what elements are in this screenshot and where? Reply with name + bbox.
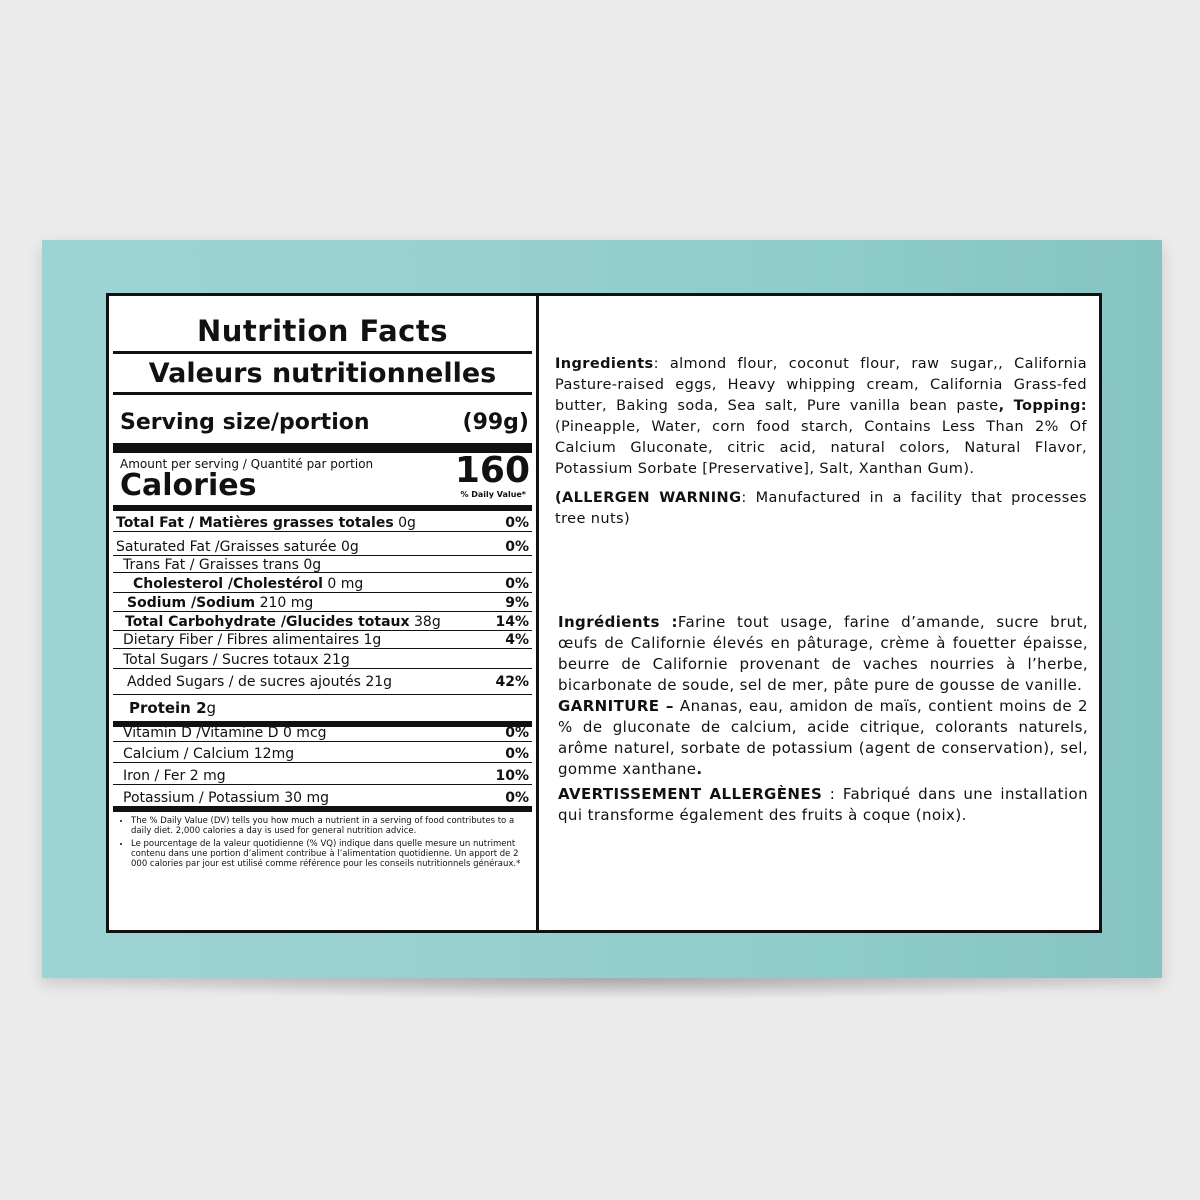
vitamin-row [113,784,532,806]
nutrient-amount: g [206,699,217,717]
vitamin-row [113,741,532,762]
footnote [113,806,532,869]
nutrient-amount: Dietary Fiber / Fibres alimentaires 1g [123,632,382,648]
nutrient-name: Sodium /Sodium [127,595,256,611]
nutrient-row [113,611,532,630]
nutrition-title-fr: Valeurs nutritionnelles [113,351,532,392]
topping-label: Topping: [1013,398,1087,414]
vitamin-pct: 0% [505,725,529,741]
daily-value-header: % Daily Value* [460,490,526,499]
nutrient-row [113,648,532,668]
nutrient-row [113,668,532,694]
nutrient-row [113,531,532,555]
garniture-text: Ananas, eau, amidon de maïs, contient moins de 2 % de gluconate de calcium, acide citrique, colorants naturels, arôme naturel, sorbate de potassium (agent de conservation), sel, gomme xanthane [558,697,1089,778]
nutrient-row [113,505,532,531]
allergen-fr-label: AVERTISSEMENT ALLERGÈNES [558,785,823,803]
amount-per-serving: Amount per serving / Quantité par portion [120,457,374,471]
allergen-warning-text: : Manufactured in a facility that processes tree nuts) [555,490,1087,527]
vitamin-amount: Calcium / Calcium 12mg [123,746,295,762]
nutrient-name: Total Carbohydrate /Glucides totaux [125,614,410,630]
nutrition-title: Nutrition Facts [197,314,448,348]
nutrient-row [113,592,532,611]
calories-label: Calories [120,468,257,503]
nutrient-name: Total Fat / Matières grasses totales [116,515,394,531]
footnote-en: • The % Daily Value (DV) tells you how much a nutrient in a serving of food contributes to a daily diet. 2,000 calories a day is used for general nutrition advice. [131,816,526,836]
nutrient-row [113,694,532,721]
nutrient-pct: 0% [505,539,529,555]
nutrition-facts-table [109,296,539,930]
serving-label: Serving size/portion [120,410,370,435]
calories-value: 160 [454,450,530,491]
nutrient-row [113,630,532,648]
ingredients-comma: , [998,398,1005,414]
allergen-warning-label: (ALLERGEN WARNING [555,490,742,506]
nutrient-pct: 4% [505,632,529,648]
label-panel [106,293,1102,933]
allergen-fr-text: : Fabriqué dans une installation qui transforme également des fruits à coque (noix). [558,785,1089,824]
nutrient-pct: 0% [505,515,529,531]
nutrient-pct: 0% [505,576,529,592]
vitamin-amount: Vitamin D /Vitamine D 0 mcg [123,725,327,741]
nutrient-row [113,572,532,592]
vitamin-pct: 0% [505,746,529,762]
ingredients-fr-text: Farine tout usage, farine d’amande, sucre brut, œufs de Californie élevés en pâturage, crème à fouetter épaisse, beurre de Californie provenant de vaches nourries à l’herbe, bicarbonate de soude, sel de mer, pâte pure de gousse de vanille. [558,613,1088,694]
nutrient-pct: 9% [505,595,529,611]
vitamin-pct: 10% [495,768,529,784]
vitamin-row [113,721,532,741]
nutrient-amount: 0g [393,515,416,531]
nutrient-name: Protein 2 [129,699,207,717]
ingredients-french [558,612,1088,826]
nutrient-row [113,555,532,572]
vitamin-pct: 0% [505,790,529,806]
nutrient-amount: Saturated Fat /Graisses saturée 0g [116,539,359,555]
topping-text: (Pineapple, Water, corn food starch, Contains Less Than 2% Of Calcium Gluconate, citric acid, natural colors, Natural Flavor, Potassium Sorbate [Preservative], Salt, Xanthan Gum). [555,419,1087,477]
vitamin-amount: Iron / Fer 2 mg [123,768,226,784]
vitamin-amount: Potassium / Potassium 30 mg [123,790,329,806]
garniture-label: GARNITURE – [558,697,674,715]
garniture-period: . [696,760,703,778]
footnote-fr: • Le pourcentage de la valeur quotidienne (% VQ) indique dans quelle mesure un nutriment contenu dans une portion d’aliment contribue à l’alimentation quotidienne. Un apport de 2 000 calories par jour est utilisé comme référence pour les conseils nutritionnels généraux.* [131,839,526,869]
ingredients-fr-label: Ingrédients : [558,613,678,631]
vitamin-row [113,762,532,784]
nutrient-amount: 210 mg [255,595,314,611]
serving-value: (99g) [462,410,529,435]
serving-size [113,392,532,443]
nutrient-amount: 38g [409,614,441,630]
nutrient-pct: 42% [495,673,529,690]
calories-block [113,443,532,505]
nutrient-name: Cholesterol /Cholestérol [133,576,323,592]
ingredients-label: Ingredients [555,356,654,372]
ingredients-text: : almond flour, coconut flour, raw sugar,, California Pasture-raised eggs, Heavy whipping cream, California Grass-fed butter, Baking soda, Sea salt, Pure vanilla bean paste [555,356,1087,414]
nutrient-amount: Added Sugars / de sucres ajoutés 21g [127,673,393,690]
nutrient-amount: Trans Fat / Graisses trans 0g [123,557,322,573]
ingredients-english [555,354,1087,530]
nutrient-amount: 0 mg [322,576,364,592]
nutrient-pct: 14% [495,614,529,630]
nutrient-amount: Total Sugars / Sucres totaux 21g [123,652,350,668]
